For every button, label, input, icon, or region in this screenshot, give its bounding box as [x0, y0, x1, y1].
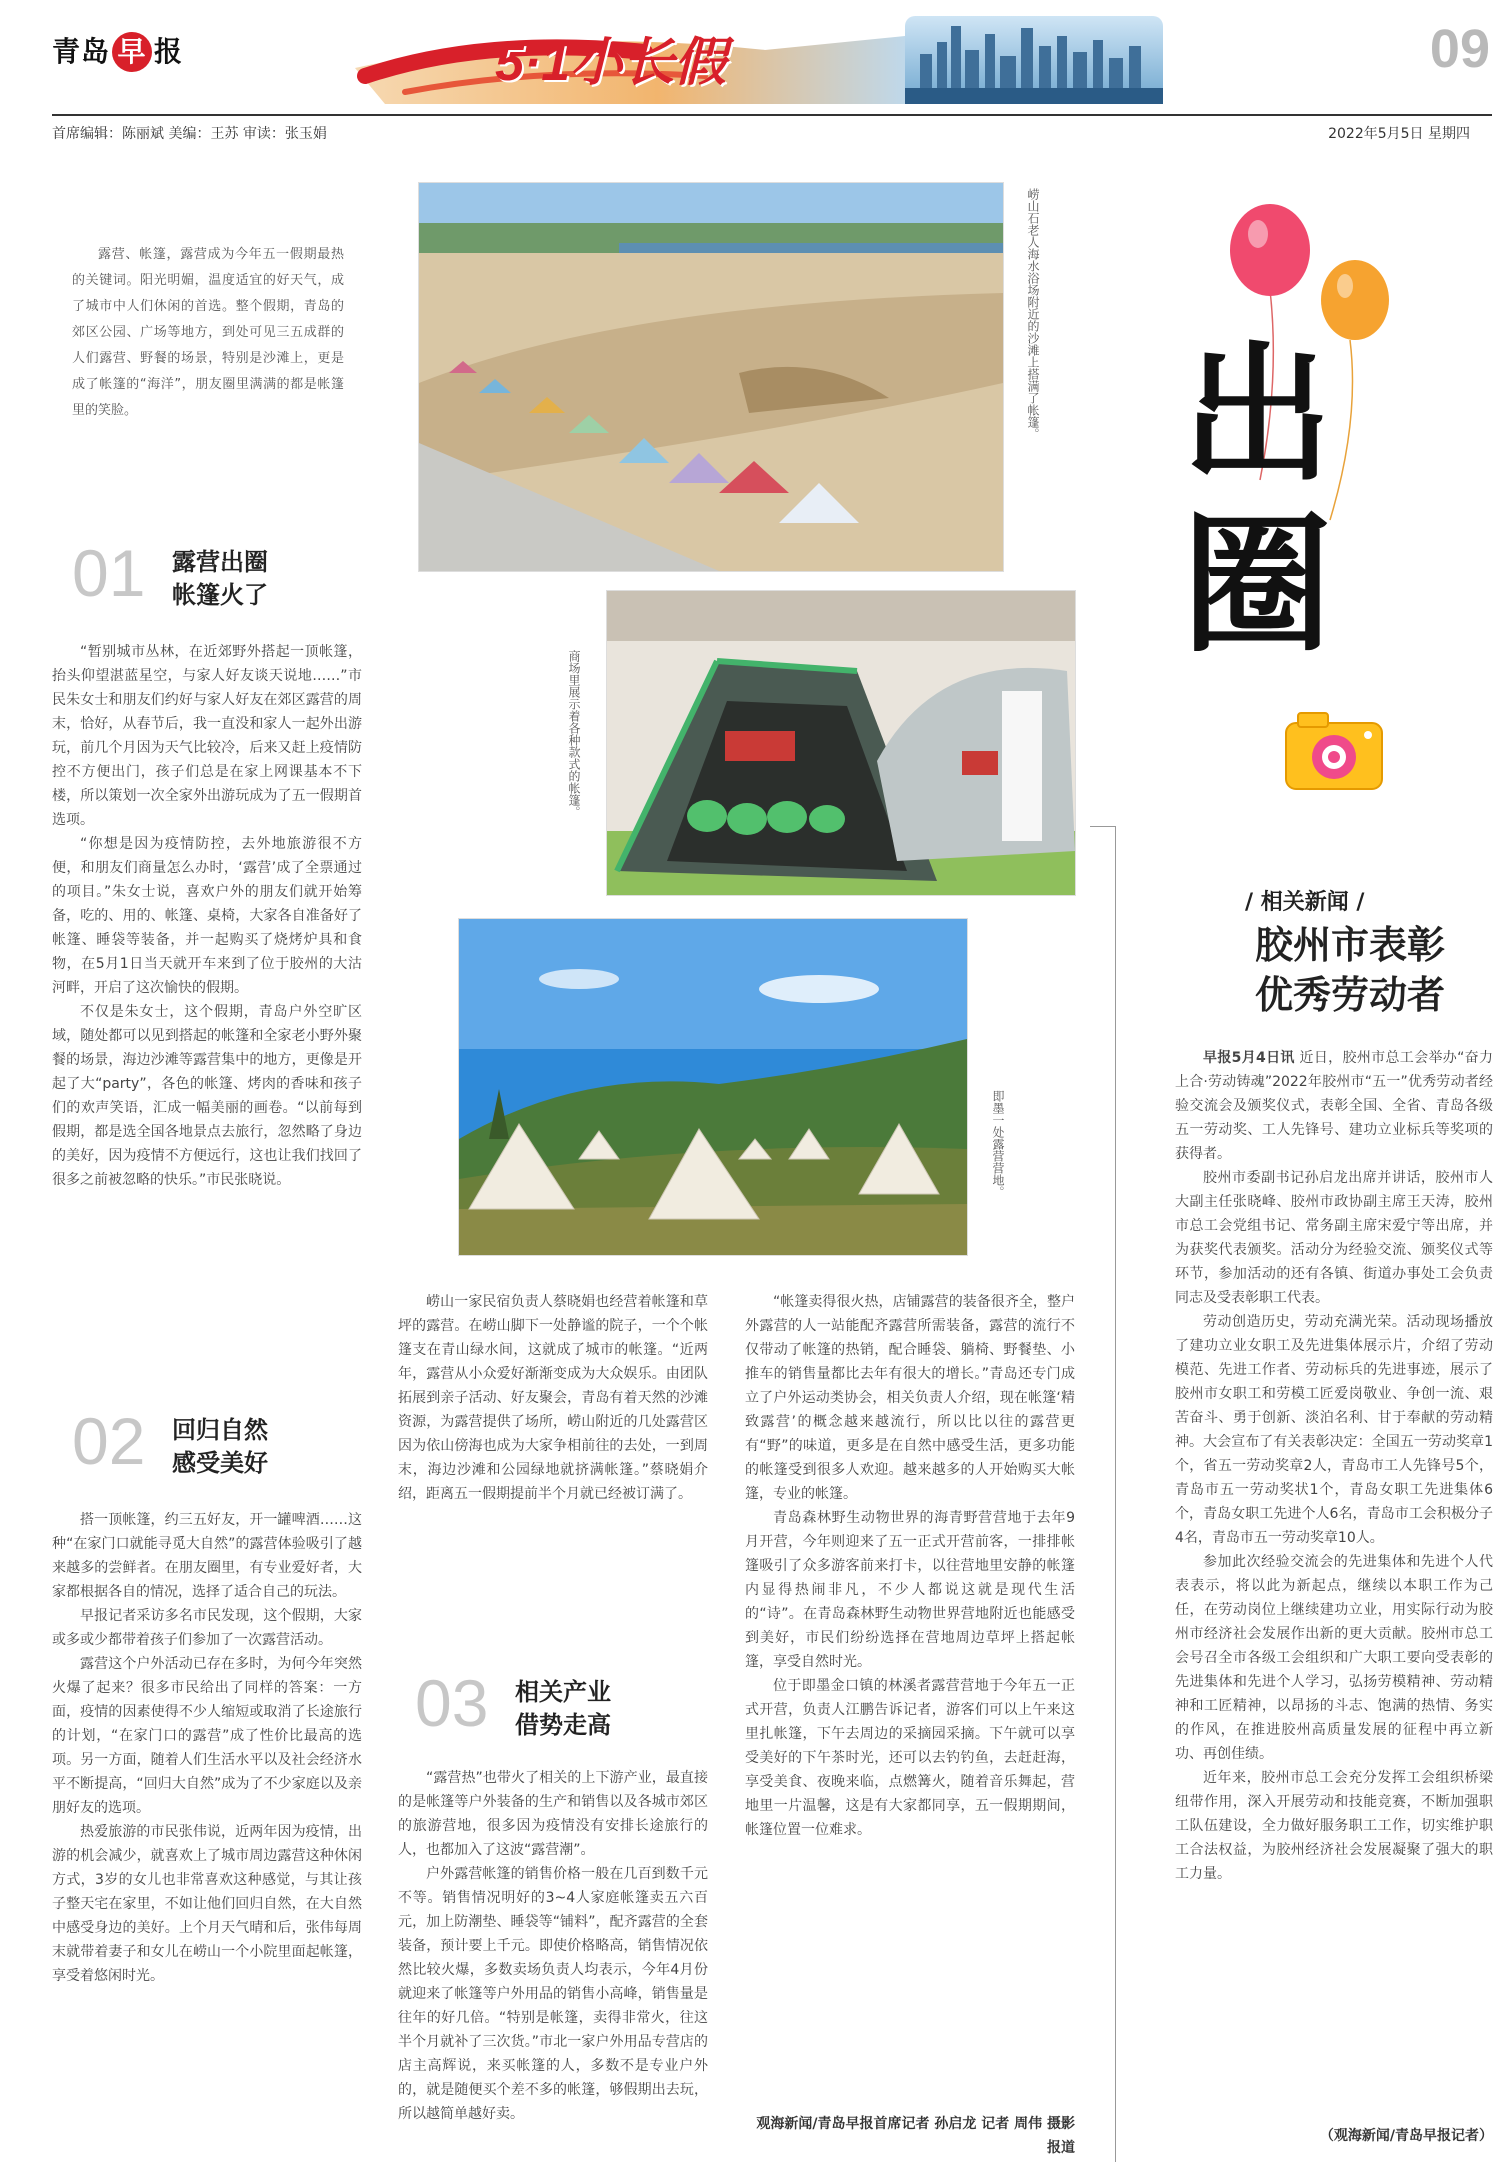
column-divider-tick	[1090, 826, 1115, 827]
feature-title-char: 圈	[1182, 497, 1333, 673]
feature-title-decoration	[1182, 200, 1420, 800]
section-02-body-b: 崂山一家民宿负责人蔡晓娟也经营着帐篷和草坪的露营。在崂山脚下一处静谧的院子，一个个帐篷支在青山绿水间，这就成了城市的帐篷。“近两年，露营从小众爱好渐渐变成为大众娱乐。由团队拓展到亲子活动、好友聚会，青岛有着天然的沙滩资源，为露营提供了场所，崂山附近的几处露营区因为依山傍海也成为大家争相前往的去处，一到周末，海边沙滩和公园绿地就挤满帐篷。”蔡晓娟介绍，距离五一假期提前半个月就已经被订满了。	[398, 1294, 708, 1502]
store-tents-image	[607, 591, 1075, 895]
section-number: 03	[415, 1666, 489, 1740]
header-rule	[52, 114, 1492, 116]
related-news-headline: 胶州市表彰 优秀劳动者	[1254, 923, 1445, 1017]
related-news-body: 早报5月4日讯 近日，胶州市总工会举办“奋力上合·劳动铸魂”2022年胶州市“五一”优秀劳动者经验交流会及颁奖仪式，表彰全国、全省、青岛各级五一劳动奖、工人先锋号、建功立业标兵等奖项的获得者。 胶州市委副书记孙启龙出席并讲话，胶州市人大副主任张晓峰、胶州市政协副主席王天涛，胶州市总工会党组书记、常务副主席宋爱宁等出席，并为获奖代表颁奖。活动分为经验交流、颁奖仪式等环节，参加活动的还有各镇、街道办事处工会负责同志及受表彰职工代表。 劳动创造历史，劳动充满光荣。活动现场播放了建功立业女职工及先进集体展示片，介绍了劳动模范、先进工作者、劳动标兵的先进事迹，展示了胶州市女职工和劳模工匠爱岗敬业、争创一流、艰苦奋斗、勇于创新、淡泊名利、甘于奉献的劳动精神。大会宣布了有关表彰决定：全国五一劳动奖章1个，省五一劳动奖章2人，青岛市工人先锋号5个，青岛市五一劳动奖状1个，青岛女职工先进集体6个，青岛女职工先进个人6名，青岛市工会积极分子4名，青岛市五一劳动奖章10人。 参加此次经验交流会的先进集体和先进个人代表表示，将以此为新起点，继续以本职工作为己任，在劳动岗位上继续建功立业，用实际行动为胶州市经济社会发展作出新的更大贡献。胶州市总工会号召全市各级工会组织和广大职工要向受表彰的先进集体和先进个人学习，弘扬劳模精神、劳动精神和工匠精神，以昂扬的斗志、饱满的热情、务实的作风，在推进胶州高质量发展的征程中再立新功、再创佳绩。 近年来，胶州市总工会充分发挥工会组织桥梁纽带作用，深入开展劳动和技能竞赛，不断加强职工队伍建设，全力做好服务职工工作，切实维护职工合法权益，为胶州经济社会发展凝聚了强大的职工力量。	[1175, 1050, 1493, 1882]
section-02-body-a: 搭一顶帐篷，约三五好友，开一罐啤酒……这种“在家门口就能寻觅大自然”的露营体验吸引了越来越多的尝鲜者。在朋友圈里，有专业爱好者，大家都根据各自的情况，选择了适合自己的玩法。 早报记者采访多名市民发现，这个假期，大家或多或少都带着孩子们参加了一次露营活动。 露营这个户外活动已存在多时，为何今年突然火爆了起来？很多市民给出了同样的答案：一方面，疫情的因素使得不少人缩短或取消了长途旅行的计划，“在家门口的露营”成了性价比最高的选项。另一方面，随着人们生活水平以及社会经济水平不断提高，“回归大自然”成为了不少家庭以及亲朋好友的选项。 热爱旅游的市民张伟说，近两年因为疫情，出游的机会减少，就喜欢上了城市周边露营这种休闲方式，3岁的女儿也非常喜欢这种感觉，与其让孩子整天宅在家里，不如让他们回归自然，在大自然中感受身边的美好。上个月天气晴和后，张伟每周末就带着妻子和女儿在崂山一个小院里面起帐篷，享受着悠闲时光。	[52, 1512, 362, 1984]
photo-beach-tents	[418, 182, 1004, 572]
section-number: 02	[72, 1404, 146, 1478]
section-01-body: “暂别城市丛林，在近郊野外搭起一顶帐篷，抬头仰望湛蓝星空，与家人好友谈天说地……”市民朱女士和朋友们约好与家人好友在郊区露营的周末，恰好，从春节后，我一直没和家人一起外出游玩，前几个月因为天气比较冷，后来又赶上疫情防控不方便出门，孩子们总是在家上网课基本不下楼，所以策划一次全家外出游玩成为了五一假期首选项。 “你想是因为疫情防控，去外地旅游很不方便，和朋友们商量怎么办时，‘露营’成了全票通过的项目。”朱女士说，喜欢户外的朋友们就开始筹备，吃的、用的、帐篷、桌椅，大家各自准备好了帐篷、睡袋等装备，并一起购买了烧烤炉具和食物，在5月1日当天就开车来到了位于胶州的大沽河畔，开启了这次愉快的假期。 不仅是朱女士，这个假期，青岛户外空旷区域，随处都可以见到搭起的帐篷和全家老小野外聚餐的场景，海边沙滩等露营集中的地方，更像是开起了大“party”，各色的帐篷、烤肉的香味和孩子们的欢声笑语，汇成一幅美丽的画卷。“以前每到假期，都是选全国各地景点去旅行，忽然略了身边的美好，因为疫情不方便远行，这也让我们找回了很多之前被忽略的快乐。”市民张晓说。	[52, 644, 362, 1188]
section-title: 相关产业 借势走高	[515, 1678, 611, 1739]
section-title: 露营出圈 帐篷火了	[172, 548, 268, 609]
section-03-body-a: “露营热”也带火了相关的上下游产业，最直接的是帐篷等户外装备的生产和销售以及各城市郊区的旅游营地，很多因为疫情没有安排长途旅行的人，也都加入了这波“露营潮”。 户外露营帐篷的销售价格一般在几百到数千元不等。销售情况明好的3~4人家庭帐篷卖五六百元，加上防潮垫、睡袋等“铺料”，配齐露营的全套装备，预计要上千元。即使价格略高，销售情况依然比较火爆，多数卖场负责人均表示，今年4月份就迎来了帐篷等户外用品的销售小高峰，销售量是往年的好几倍。“特别是帐篷，卖得非常火，往这半个月就补了三次货。”市北一家户外用品专营店的店主高辉说，来买帐篷的人，多数不是专业户外的，就是随便买个差不多的帐篷，够假期出去玩，所以越简单越好卖。	[398, 1770, 708, 2122]
section-01-heading	[72, 536, 352, 620]
section-03-heading	[415, 1666, 695, 1750]
related-byline: （观海新闻/青岛早报记者）	[1319, 2128, 1493, 2144]
beach-tents-image	[419, 183, 1003, 571]
related-news-tag: / 相关新闻 /	[1245, 890, 1365, 915]
section-02-heading	[72, 1404, 352, 1488]
section-03-body-b: “帐篷卖得很火热，店铺露营的装备很齐全，整户外露营的人一站能配齐露营所需装备，露营的流行不仅带动了帐篷的热销，配合睡袋、躺椅、野餐垫、小推车的销售量都比去年有很大的增长。”青岛还专门成立了户外运动类协会，相关负责人介绍，现在帐篷‘精致露营’的概念越来越流行，所以比以往的露营更有“野”的味道，更多是在自然中感受生活，更多功能的帐篷受到很多人欢迎。越来越多的人开始购买大帐篷，专业的帐篷。 青岛森林野生动物世界的海青野营营地于去年9月开营，今年则迎来了五一正式开营前客，一排排帐篷吸引了众多游客前来打卡，以往营地里安静的帐篷内显得热闹非凡，不少人都说这就是现代生活的“诗”。在青岛森林野生动物世界营地附近也能感受到美好，市民们纷纷选择在营地周边草坪上搭起帐篷，享受自然时光。 位于即墨金口镇的林溪者露营营地于今年五一正式开营，负责人江鹏告诉记者，游客们可以上午来这里扎帐篷，下午去周边的采摘园采摘。下午就可以享受美好的下午茶时光，还可以去钓钓鱼，去赶赶海，享受美食、夜晚来临，点燃篝火，随着音乐舞起，营地里一片温馨，这是有大家都同享，五一假期期间，帐篷位置一位难求。	[745, 1294, 1075, 1838]
holiday-banner-graphic	[345, 6, 1165, 108]
photo-caption: 商场里展示着各种款式的帐篷。	[567, 650, 581, 818]
editors-credit: 首席编辑：陈丽斌 美编：王苏 审读：张玉娟	[52, 126, 327, 142]
column-divider	[1115, 826, 1116, 2162]
camera-icon	[1278, 705, 1388, 795]
section-title: 回归自然 感受美好	[172, 1416, 268, 1477]
section-number: 01	[72, 536, 146, 610]
banner-title: 5·1小长假	[495, 34, 727, 92]
photo-caption: 崂山石老人海水浴场附近的沙滩上搭满了帐篷。	[1026, 188, 1040, 440]
photo-caption: 即墨一处露营营地。	[991, 1090, 1005, 1198]
photo-store-tents	[606, 590, 1076, 896]
issue-date: 2022年5月5日 星期四	[1328, 126, 1470, 142]
main-byline: 观海新闻/青岛早报首席记者 孙启龙 记者 周伟 摄影报道	[756, 2116, 1075, 2156]
dateline: 早报5月4日讯	[1203, 1050, 1295, 1066]
feature-title-char: 出	[1182, 327, 1333, 503]
photo-hillside-tents	[458, 918, 968, 1256]
hillside-tents-image	[459, 919, 967, 1255]
newspaper-logo: 青岛 早 报	[52, 30, 183, 72]
lead-paragraph: 露营、帐篷，露营成为今年五一假期最热的关键词。阳光明媚，温度适宜的好天气，成了城市中人们休闲的首选。整个假期，青岛的郊区公园、广场等地方，到处可见三五成群的人们露营、野餐的场景，特别是沙滩上，更是成了帐篷的“海洋”，朋友圈里满满的都是帐篷里的笑脸。	[72, 247, 344, 418]
page-number: 09	[1429, 19, 1490, 79]
holiday-banner	[345, 6, 1165, 108]
